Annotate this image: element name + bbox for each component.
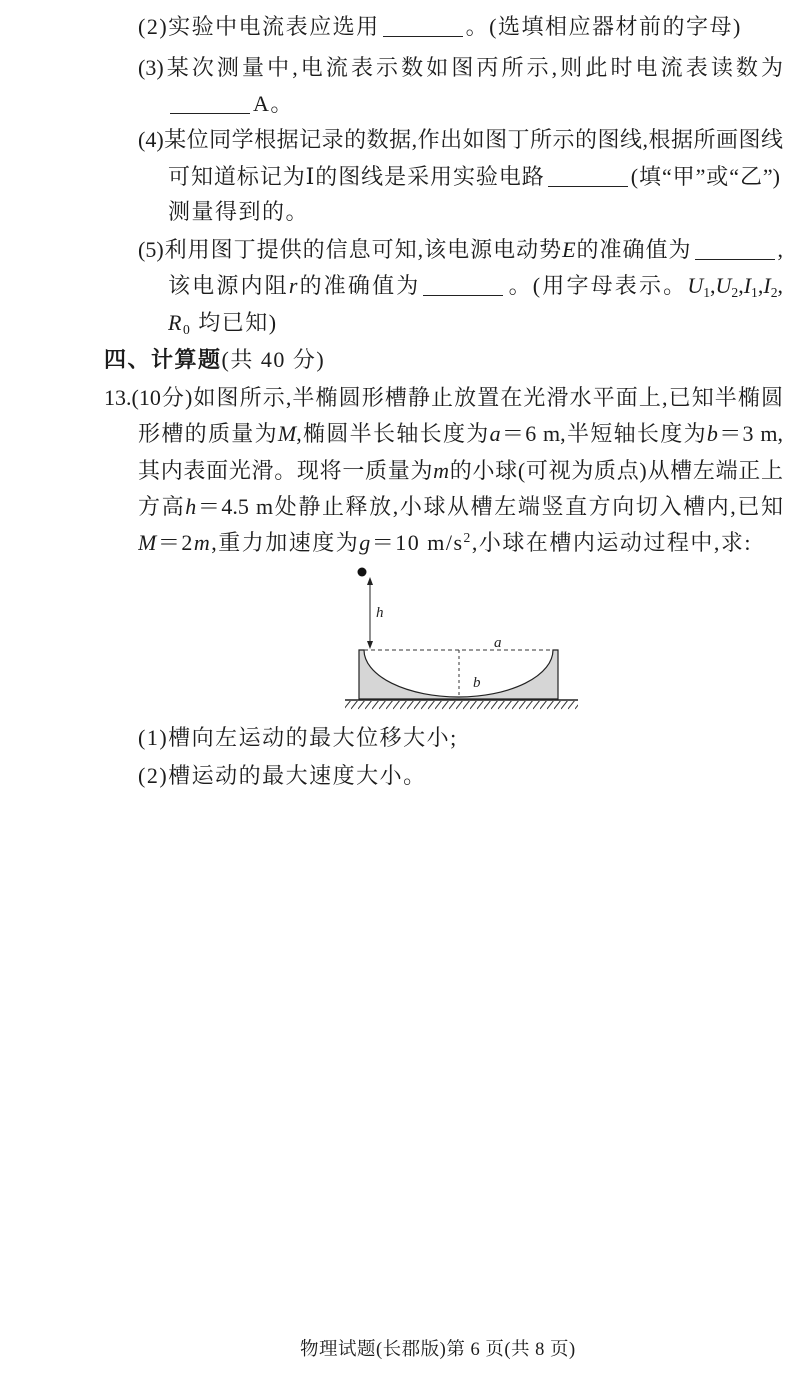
- question-text: (3)某次测量中,电流表示数如图丙所示,则此时电流表读数为: [138, 55, 783, 80]
- question-4-line-3: [168, 197, 309, 227]
- question-text: 的准确值为: [575, 237, 692, 262]
- problem-text: 的小球(可视为质点)从槽左端正上: [449, 458, 783, 483]
- problem-13-line-3: [138, 456, 783, 486]
- label-b: b: [473, 675, 481, 691]
- variable-subscript: 2: [731, 284, 739, 300]
- page-footer: [300, 1335, 576, 1365]
- question-4-line-2: [168, 162, 780, 192]
- variable-semi-minor: b: [706, 421, 718, 446]
- question-text: 的准确值为: [297, 273, 421, 298]
- variable-symbol: I: [743, 273, 752, 298]
- unit-text: A。: [253, 91, 294, 116]
- sub-question-text: (1)槽向左运动的最大位移大小;: [138, 725, 458, 750]
- problem-13-line-4: [138, 492, 783, 522]
- variable-symbol: R: [168, 310, 183, 335]
- answer-blank: [695, 258, 775, 260]
- variable-symbol: I: [763, 273, 771, 298]
- variable-mass-ball: m: [193, 530, 212, 555]
- problem-text: ,小球在槽内运动过程中,求:: [471, 530, 752, 555]
- question-text: 可知道标记为Ⅰ的图线是采用实验电路: [168, 164, 545, 189]
- problem-text: ,重力加速度为: [211, 530, 360, 555]
- sub-question-2: [138, 761, 427, 791]
- ground-hatching: [345, 701, 578, 710]
- problem-text: ＝6 m,半短轴长度为: [500, 421, 707, 446]
- problem-text: 形槽的质量为: [138, 421, 278, 446]
- question-text: (4)某位同学根据记录的数据,作出如图丁所示的图线,根据所画图线: [138, 127, 783, 152]
- section-heading: [104, 345, 325, 375]
- problem-text: ＝4.5 m处静止释放,小球从槽左端竖直方向切入槽内,已知: [196, 494, 783, 519]
- variable-symbol: U: [715, 273, 732, 298]
- problem-13-line-2: [138, 419, 783, 449]
- section-title: 四、计算题: [104, 347, 222, 372]
- question-text: 测量得到的。: [168, 199, 310, 224]
- question-text: (2)实验中电流表应选用: [138, 14, 380, 39]
- question-3-line-1: [138, 53, 783, 83]
- sub-question-text: (2)槽运动的最大速度大小。: [138, 763, 427, 788]
- variable-subscript: 1: [703, 284, 711, 300]
- question-text: 。(选填相应器材前的字母): [465, 14, 742, 39]
- question-5-line-3: [168, 308, 278, 338]
- question-text: 该电源内阻: [168, 273, 289, 298]
- answer-blank: [170, 112, 250, 114]
- question-text: (填“甲”或“乙”): [630, 164, 780, 189]
- variable-subscript: 2: [770, 284, 778, 300]
- variable-mass-trough: M: [277, 421, 297, 446]
- question-4-line-1: [138, 125, 783, 155]
- variable-mass-trough: M: [138, 530, 158, 555]
- problem-13-line-1: [104, 383, 783, 413]
- variable-gravity: g: [359, 530, 372, 555]
- separator: ,: [738, 273, 744, 298]
- answer-blank: [423, 294, 503, 296]
- variable-subscript: 0: [182, 321, 192, 337]
- variable-subscript: 1: [751, 284, 758, 300]
- question-text: ,: [777, 237, 783, 262]
- height-dimension-arrow: [367, 577, 373, 649]
- separator: ,: [777, 273, 783, 298]
- question-text: 。(用字母表示。: [506, 273, 688, 298]
- variable-mass-ball: m: [433, 458, 450, 483]
- problem-text: 方高: [138, 494, 186, 519]
- question-text: 均已知): [191, 310, 278, 335]
- page-label: 物理试题(长郡版)第 6 页(共 8 页): [300, 1340, 576, 1360]
- question-5-line-2: [168, 271, 783, 301]
- question-text: (5)利用图丁提供的信息可知,该电源电动势: [138, 237, 563, 262]
- problem-text: ＝2: [157, 530, 194, 555]
- variable-internal-resistance: r: [288, 273, 298, 298]
- variable-symbol: U: [687, 273, 704, 298]
- unit-superscript: 2: [463, 529, 472, 545]
- trough-figure: [330, 560, 590, 720]
- answer-blank: [548, 185, 628, 187]
- problem-text: 其内表面光滑。现将一质量为: [138, 458, 434, 483]
- variable-semi-major: a: [489, 421, 501, 446]
- label-h: h: [376, 605, 384, 621]
- ball: [358, 568, 367, 577]
- section-points: (共 40 分): [221, 347, 326, 372]
- question-5-line-1: [138, 235, 783, 265]
- problem-text: ＝3 m,: [717, 421, 783, 446]
- label-a: a: [494, 635, 502, 651]
- separator: ,: [710, 273, 716, 298]
- question-3-line-2: [170, 89, 294, 119]
- separator: ,: [757, 273, 764, 298]
- variable-emf: E: [562, 237, 576, 262]
- problem-13-line-5: [138, 528, 752, 558]
- variable-height: h: [185, 494, 197, 519]
- question-2-line: [138, 12, 742, 42]
- answer-blank: [383, 35, 463, 37]
- problem-text: 13.(10分)如图所示,半椭圆形槽静止放置在光滑水平面上,已知半椭圆: [104, 385, 783, 410]
- problem-text: ,椭圆半长轴长度为: [296, 421, 490, 446]
- sub-question-1: [138, 723, 458, 753]
- problem-text: ＝10 m/s: [371, 530, 464, 555]
